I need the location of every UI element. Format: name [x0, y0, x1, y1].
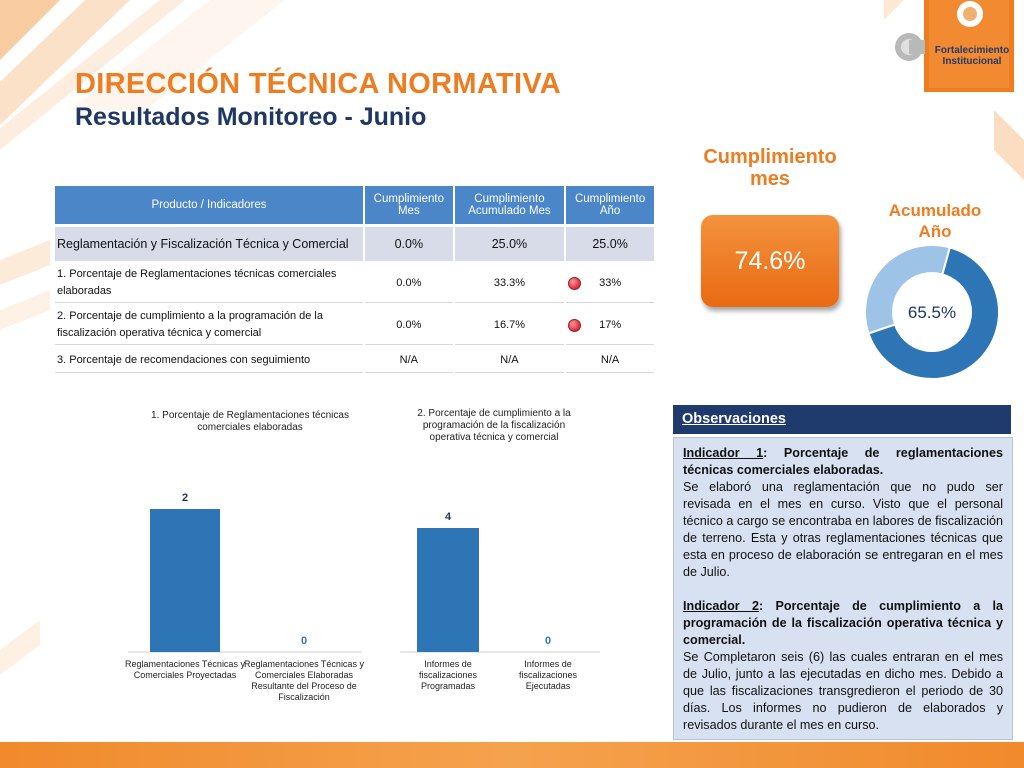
data-label: 0	[300, 635, 308, 647]
indicator2-text: Se Completaron seis (6) las cuales entraran en el mes de Julio, junto a las ejecutadas en dicho mes. Debido a que las fiscalizaciones transgredieron el periodo de 30 días. Los informes no pudieron de elaborados y revisados durante el mes en curso.	[683, 650, 1003, 732]
donut-center-value: 65.5%	[907, 303, 957, 322]
summary-mes: 0.0%	[365, 227, 453, 261]
category-label: Reglamentaciones Técnicas y	[244, 659, 364, 669]
category-label: Ejecutadas	[525, 681, 571, 691]
chart-title: 1. Porcentaje de Reglamentaciones técnicas	[151, 410, 349, 421]
indicator1-text: Se elaboró una reglamentación que no pudo ser revisada en el mes en curso. Visto que el personal técnico a cargo se encontraba en labores de fiscalización de terreno. Esta y otras reglamentaciones técnicas que esta en proceso de elaboración se entregaran en el mes de Julio.	[683, 480, 1003, 579]
indicator-mes: 0.0%	[365, 264, 453, 303]
bar	[150, 509, 220, 652]
indicator1-title: : Porcentaje de reglamentaciones técnicas comerciales elaboradas.	[683, 446, 1003, 477]
header-cumplimiento-anio: Cumplimiento Año	[566, 186, 654, 224]
acumulado-anio-title-line2: Año	[918, 222, 952, 241]
category-label: Informes de	[424, 659, 472, 669]
category-label: Reglamentaciones Técnicas y	[125, 659, 245, 669]
indicator-anio: 33%	[599, 277, 622, 289]
chart-title: 2. Porcentaje de cumplimiento a la	[417, 408, 571, 419]
chart-reglamentaciones	[125, 410, 364, 702]
indicator-label: 2. Porcentaje de cumplimiento a la programación de la fiscalización operativa técnica y comercial	[55, 306, 363, 345]
category-label: Resultante del Proceso de	[251, 681, 357, 691]
category-label: Comerciales Proyectadas	[133, 670, 237, 680]
indicator-label: 3. Porcentaje de recomendaciones con seguimiento	[55, 348, 363, 373]
logo-line-2: Institucional	[942, 56, 1002, 67]
header-cumplimiento-acumulado: Cumplimiento Acumulado Mes	[455, 186, 564, 224]
data-label: 2	[181, 492, 189, 504]
indicator1-label: Indicador 1	[683, 446, 764, 460]
data-label: 4	[444, 511, 452, 523]
chart-title: programación de la fiscalización	[422, 420, 566, 431]
chart-title: operativa técnica y comercial	[429, 432, 559, 443]
indicator1-paragraph	[683, 445, 1003, 479]
indicator2-paragraph	[683, 598, 1003, 649]
category-label: Informes de	[524, 659, 572, 669]
indicator2-label: Indicador 2	[683, 599, 759, 613]
cumplimiento-mes-value: 74.6%	[701, 215, 839, 307]
cumplimiento-mes-title-line2: mes	[749, 168, 791, 190]
data-label: 0	[544, 635, 552, 647]
chart-title: comerciales elaboradas	[197, 422, 303, 433]
observaciones-heading	[673, 405, 1011, 434]
summary-acumulado: 25.0%	[455, 227, 564, 261]
category-label: fiscalizaciones	[518, 670, 578, 680]
logo-line-1: Fortalecimiento	[934, 45, 1010, 56]
summary-label: Reglamentación y Fiscalización Técnica y Comercial	[55, 227, 363, 261]
category-label: Programadas	[420, 681, 476, 691]
category-label: Fiscalización	[278, 692, 330, 702]
indicator-acumulado: 16.7%	[455, 306, 564, 345]
indicator-anio: 17%	[599, 319, 622, 331]
page-subtitle: Resultados Monitoreo - Junio	[75, 103, 427, 131]
indicator-label: 1. Porcentaje de Reglamentaciones técnicas comerciales elaboradas	[55, 264, 363, 303]
indicator-acumulado: 33.3%	[455, 264, 564, 303]
header-cumplimiento-mes: Cumplimiento Mes	[365, 186, 453, 224]
indicator-acumulado: N/A	[455, 348, 564, 373]
cumplimiento-mes-title-line1: Cumplimiento	[703, 146, 837, 168]
observaciones-heading-text: Observaciones	[682, 411, 786, 427]
bottom-accent-bar	[0, 742, 1024, 768]
observaciones-body	[673, 437, 1013, 740]
indicator2-title: : Porcentaje de cumplimiento a la programación de la fiscalización operativa técnica y comercial.	[683, 599, 1004, 647]
summary-anio: 25.0%	[566, 227, 654, 261]
bar	[417, 528, 479, 652]
indicator-anio: N/A	[566, 348, 654, 373]
page-title: DIRECCIÓN TÉCNICA NORMATIVA	[75, 68, 562, 100]
indicator-mes: 0.0%	[365, 306, 453, 345]
acumulado-anio-title-line1: Acumulado	[888, 201, 982, 220]
category-label: fiscalizaciones	[418, 670, 478, 680]
chart-fiscalizacion	[400, 408, 600, 691]
category-label: Comerciales Elaboradas	[254, 670, 354, 680]
indicator-mes: N/A	[365, 348, 453, 373]
header-indicators: Producto / Indicadores	[55, 186, 363, 224]
